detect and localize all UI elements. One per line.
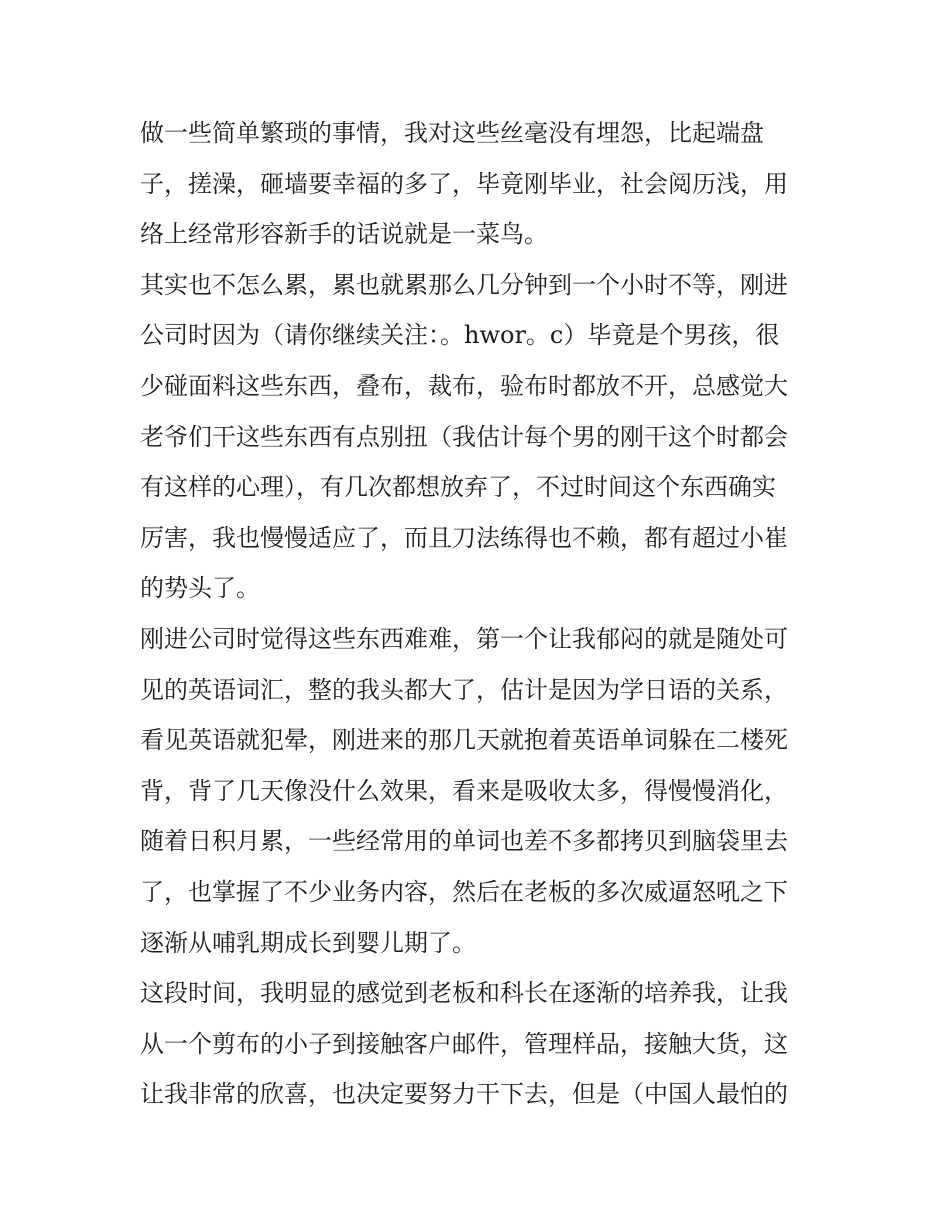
text-line: 少碰面料这些东西，叠布，裁布，验布时都放不开，总感觉大 [140,371,788,400]
text-line: 了，也掌握了不少业务内容，然后在老板的多次威逼怒吼之下 [140,877,788,906]
text-line: 老爷们干这些东西有点别扭（我估计每个男的刚干这个时都会 [140,422,788,451]
text-line: 公司时因为（请你继续关注：。hwor。c）毕竟是个男孩，很 [140,321,780,350]
text-line: 背，背了几天像没什么效果，看来是吸收太多，得慢慢消化， [140,776,788,805]
text-line: 有这样的心理），有几次都想放弃了，不过时间这个东西确实 [140,473,776,502]
text-line: 这段时间，我明显的感觉到老板和科长在逐渐的培养我，让我 [140,979,788,1008]
text-line: 子，搓澡，砸墙要幸福的多了，毕竟刚毕业，社会阅历浅，用 [140,169,788,198]
document-body [140,108,820,1120]
text-line: 刚进公司时觉得这些东西难难，第一个让我郁闷的就是随处可 [140,624,788,653]
text-line: 看见英语就犯晕，刚进来的那几天就抱着英语单词躲在二楼死 [140,726,788,755]
text-line: 逐渐从哺乳期成长到婴儿期了。 [140,928,476,957]
text-line: 做一些简单繁琐的事情，我对这些丝毫没有埋怨，比起端盘 [140,119,764,147]
text-line: 其实也不怎么累，累也就累那么几分钟到一个小时不等，刚进 [140,270,788,299]
text-line: 从一个剪布的小子到接触客户邮件，管理样品，接触大货，这 [140,1029,788,1058]
text-line: 见的英语词汇，整的我头都大了，估计是因为学日语的关系， [140,675,788,704]
text-line: 厉害，我也慢慢适应了，而且刀法练得也不赖，都有超过小崔 [140,523,788,552]
text-line: 的势头了。 [140,574,260,603]
text-line: 让我非常的欣喜，也决定要努力干下去，但是（中国人最怕的 [140,1080,788,1109]
text-line: 随着日积月累，一些经常用的单词也差不多都拷贝到脑袋里去 [140,827,788,856]
text-line: 络上经常形容新手的话说就是一菜鸟。 [140,220,548,249]
